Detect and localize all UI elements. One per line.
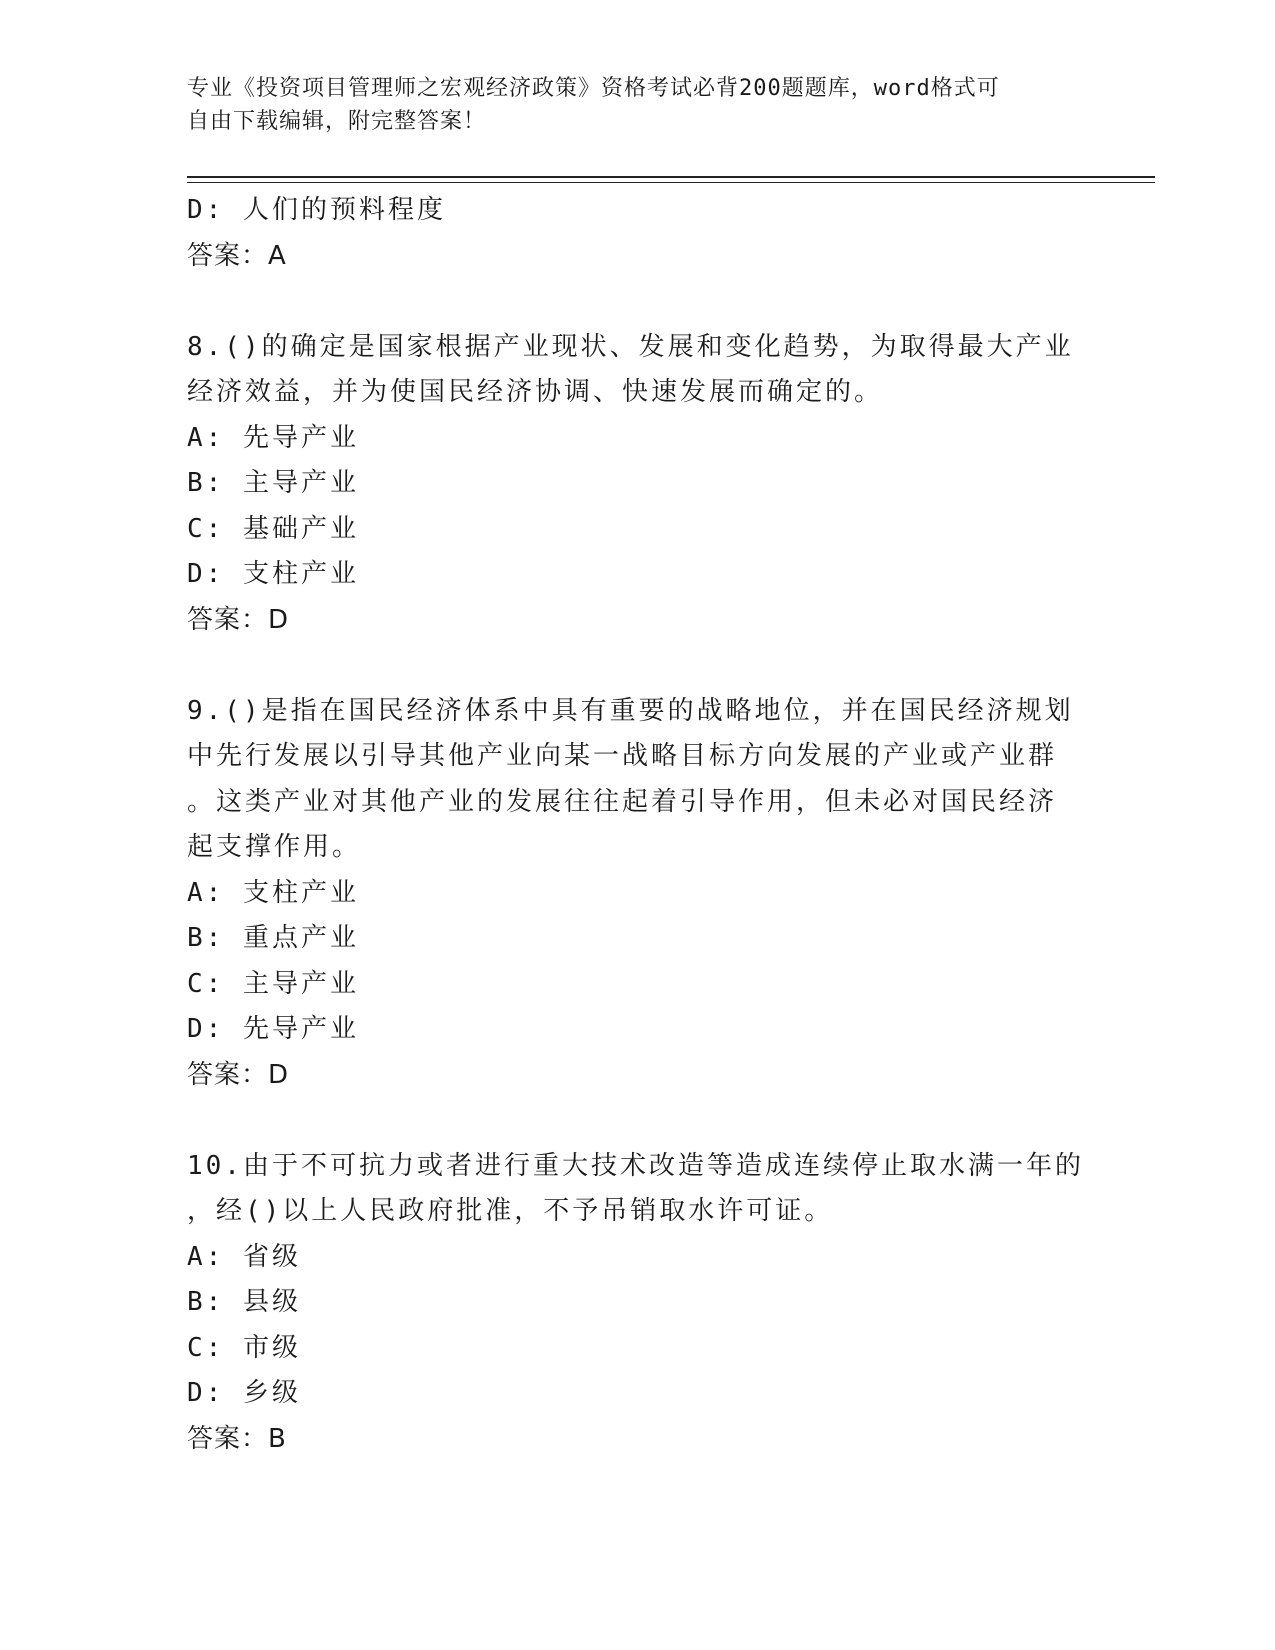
question-text-line: 10.由于不可抗力或者进行重大技术改造等造成连续停止取水满一年的 [187,1150,1084,1181]
question-10 [187,1144,1084,1463]
option-d: D: 先导产业 [187,1014,359,1044]
option-d: D: 乡级 [187,1378,301,1408]
page-header [187,72,1067,138]
option-b: B: 重点产业 [187,923,359,953]
question-text-line: 起支撑作用。 [187,832,362,862]
question-8 [187,325,1074,644]
question-text-line: ，经()以上人民政府批准，不予吊销取水许可证。 [187,1196,834,1226]
option-c: C: 基础产业 [187,513,359,544]
option-c: C: 主导产业 [187,968,359,999]
option-d: D: 支柱产业 [187,559,359,589]
option-b: B: 主导产业 [187,468,359,498]
answer: 答案：D [187,604,290,635]
header-rule-thick [187,176,1155,178]
spacer [187,1098,1067,1144]
question-text-line: 8.()的确定是国家根据产业现状、发展和变化趋势，为取得最大产业 [187,331,1074,362]
question-9 [187,689,1074,1099]
previous-question-tail [187,188,1067,279]
header-line-1: 专业《投资项目管理师之宏观经济政策》资格考试必背200题题库，word格式可 [187,76,1000,101]
option-d: D: 人们的预料程度 [187,195,446,225]
answer: 答案：A [187,240,287,271]
header-rule-thin [187,182,1155,183]
answer: 答案：B [187,1423,287,1454]
spacer [187,643,1067,689]
question-text-line: 经济效益，并为使国民经济协调、快速发展而确定的。 [187,377,884,407]
option-a: A: 省级 [187,1241,301,1272]
answer: 答案：D [187,1059,290,1090]
spacer [187,279,1067,325]
option-a: A: 先导产业 [187,422,359,453]
question-text-line: 。这类产业对其他产业的发展往往起着引导作用，但未必对国民经济 [187,786,1058,817]
option-a: A: 支柱产业 [187,877,359,908]
option-b: B: 县级 [187,1287,301,1317]
question-text-line: 9.()是指在国民经济体系中具有重要的战略地位，并在国民经济规划 [187,695,1074,726]
option-c: C: 市级 [187,1332,301,1363]
question-text-line: 中先行发展以引导其他产业向某一战略目标方向发展的产业或产业群 [187,741,1058,771]
question-list [187,188,1084,1462]
header-line-2: 自由下载编辑，附完整答案！ [187,109,487,134]
